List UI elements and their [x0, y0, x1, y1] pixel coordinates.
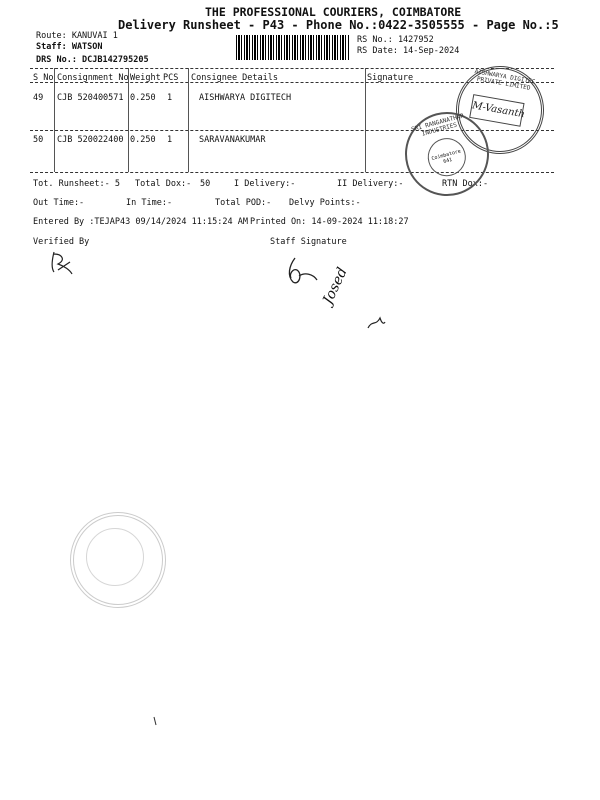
handwritten-josed: Josed: [320, 265, 351, 307]
rs-number: RS No.: 1427952: [357, 35, 434, 45]
col-divider: [365, 68, 366, 172]
col-header-pcs: PCS: [163, 73, 179, 83]
col-header-consignment: Consignment No: [57, 73, 129, 83]
col-header-weight: Weight: [130, 73, 161, 83]
ranganathar-stamp-text: SRI RANGANATHAR INDUSTRIES: [410, 112, 465, 138]
faint-stamp: [70, 512, 166, 608]
barcode: [236, 35, 350, 60]
runsheet-subtitle: Delivery Runsheet - P43 - Phone No.:0422-3505555 - Page No.:5: [118, 18, 559, 32]
ranganathar-inner-text: Coimbatore 641: [430, 148, 462, 166]
verified-signature: [48, 248, 78, 276]
rtn-dox: RTN Dox:-: [442, 179, 489, 189]
printed-on: Printed On: 14-09-2024 11:18:27: [250, 217, 409, 227]
col-header-signature: Signature: [367, 73, 414, 83]
row-consignment: CJB 520400571: [57, 93, 124, 103]
digitec-signature: M-Vasanth: [469, 94, 524, 127]
row-consignee: SARAVANAKUMAR: [199, 135, 266, 145]
drs-number: DRS No.: DCJB142795205: [36, 55, 149, 65]
route-label: Route: KANUVAI 1: [36, 31, 118, 41]
in-time: In Time:-: [126, 198, 173, 208]
col-divider: [188, 68, 189, 172]
col-header-sno: S No: [33, 73, 54, 83]
row-pcs: 1: [167, 135, 173, 145]
row-consignee: AISHWARYA DIGITECH: [199, 93, 292, 103]
ii-delivery: II Delivery:-: [337, 179, 404, 189]
handwritten-mark: [366, 310, 386, 332]
staff-signature-label: Staff Signature: [270, 237, 347, 247]
total-dox-label: Total Dox:-: [135, 179, 192, 189]
col-header-consignee: Consignee Details: [191, 73, 278, 83]
total-pod: Total POD:-: [215, 198, 272, 208]
entered-by: Entered By :TEJAP43 09/14/2024 11:15:24 AM: [33, 217, 248, 227]
rs-date: RS Date: 14-Sep-2024: [357, 46, 460, 56]
row-sno: 49: [33, 93, 44, 103]
col-divider: [54, 68, 55, 172]
staff-signature: [283, 256, 323, 286]
ranganathar-inner-ring: [424, 134, 471, 181]
row-weight: 0.250: [130, 135, 156, 145]
verified-by-label: Verified By: [33, 237, 90, 247]
digitec-stamp-text: AISHWARYA DIGITEC PRIVATE LIMITED: [473, 68, 536, 92]
staff-label: Staff: WATSON: [36, 42, 103, 52]
row-sno: 50: [33, 135, 44, 145]
delvy-points: Delvy Points:-: [289, 198, 361, 208]
stray-mark: [152, 716, 158, 726]
total-dox-value: 50: [200, 179, 211, 189]
total-runsheet: Tot. Runsheet:- 5: [33, 179, 120, 189]
out-time: Out Time:-: [33, 198, 85, 208]
col-divider: [128, 68, 129, 172]
row-consignment: CJB 520022400: [57, 135, 124, 145]
row-pcs: 1: [167, 93, 173, 103]
faint-stamp-inner: [86, 528, 144, 586]
row-weight: 0.250: [130, 93, 156, 103]
i-delivery: I Delivery:-: [234, 179, 296, 189]
company-title: THE PROFESSIONAL COURIERS, COIMBATORE: [205, 5, 462, 19]
